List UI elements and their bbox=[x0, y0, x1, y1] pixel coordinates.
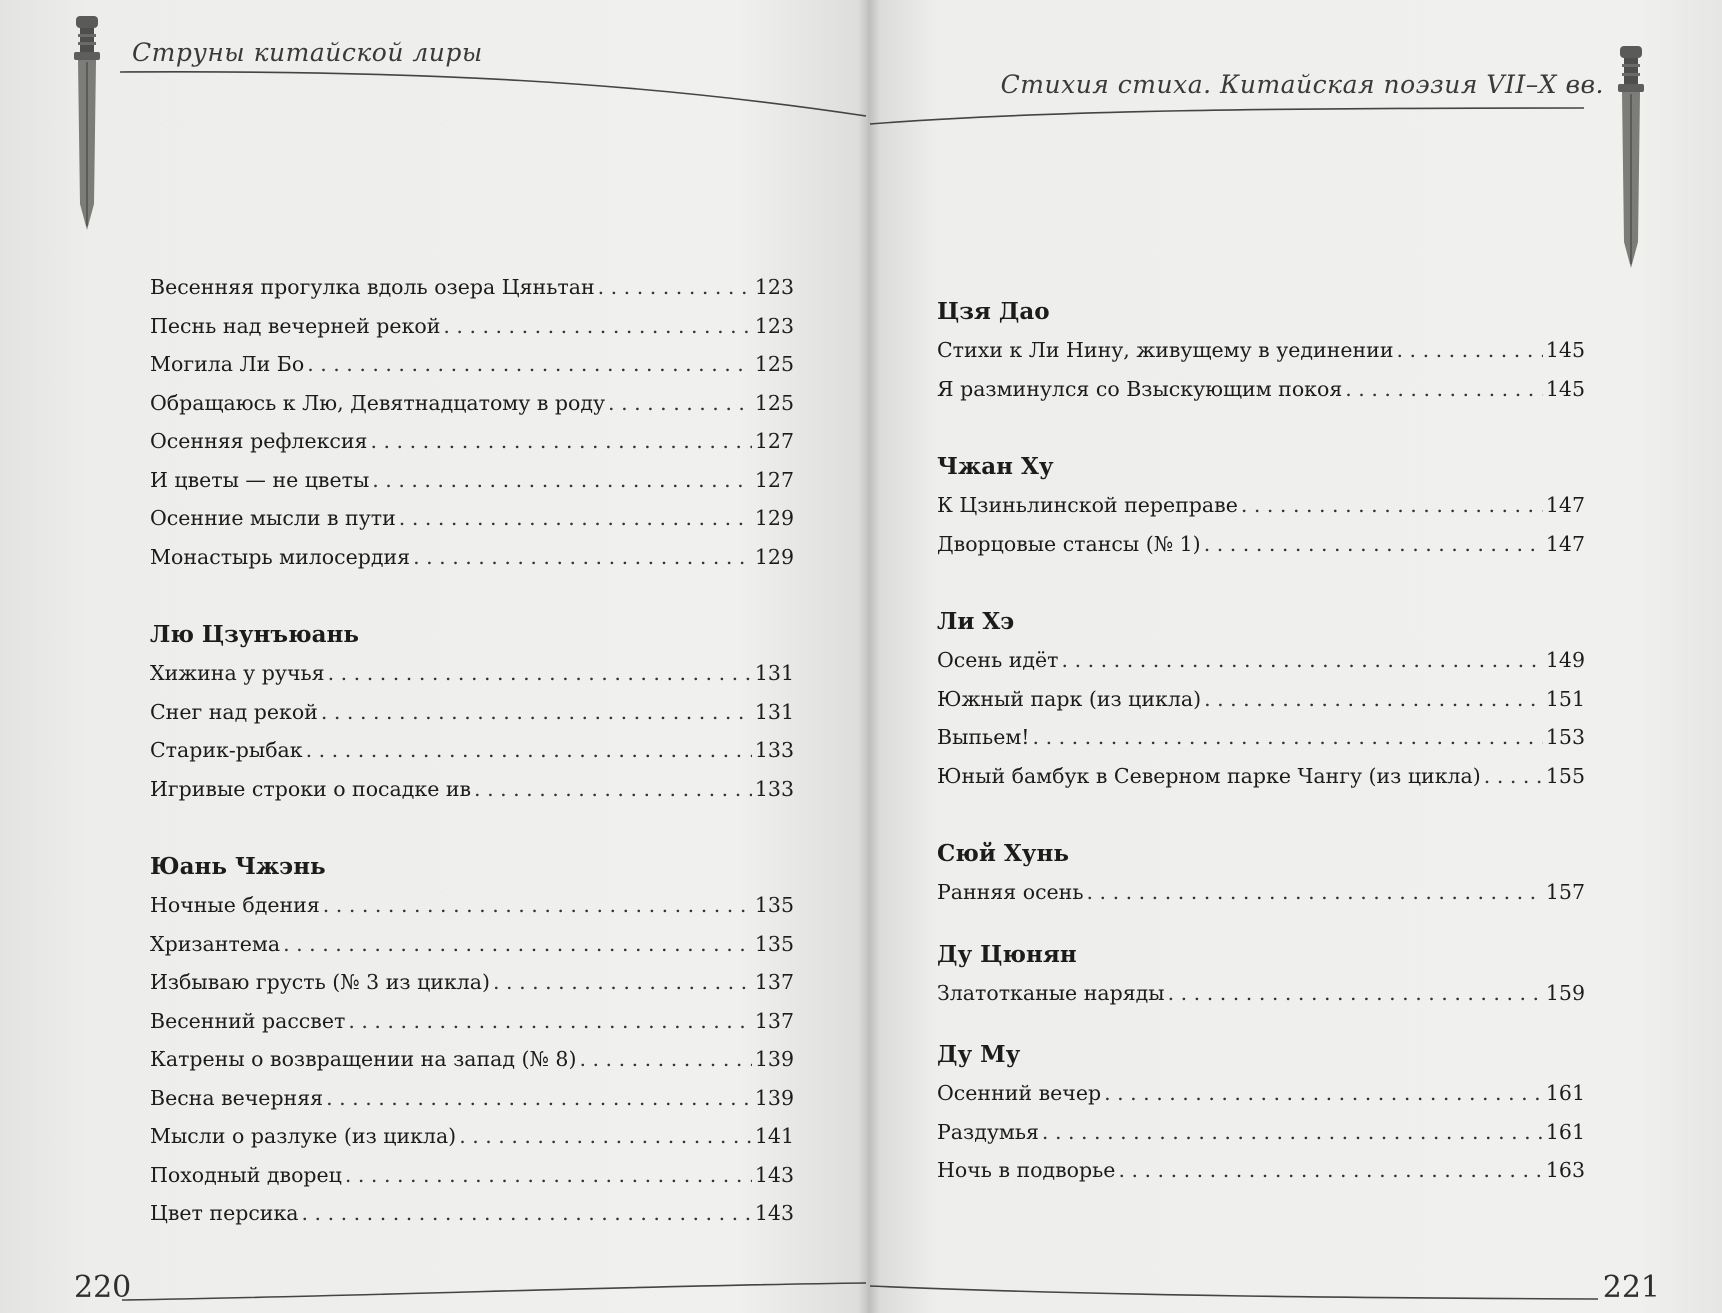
page-number: 143 bbox=[754, 1201, 794, 1225]
toc-entry bbox=[937, 873, 1585, 912]
toc-entry bbox=[150, 731, 794, 770]
entry-title: Цвет персика bbox=[150, 1201, 299, 1225]
toc-entry bbox=[937, 718, 1585, 757]
page-number: 149 bbox=[1545, 648, 1585, 672]
entry-title: Хижина у ручья bbox=[150, 661, 325, 685]
dot-leader bbox=[1397, 331, 1543, 370]
page-number: 129 bbox=[754, 544, 794, 569]
entry-title: Осенняя рефлексия bbox=[150, 429, 368, 453]
page-number: 133 bbox=[754, 776, 794, 801]
toc-entry bbox=[150, 925, 794, 964]
dot-leader bbox=[579, 1040, 751, 1079]
dot-leader bbox=[459, 1117, 752, 1156]
entry-title: Хризантема bbox=[150, 931, 281, 956]
page-number: 137 bbox=[754, 970, 794, 994]
toc-list-right bbox=[937, 293, 1585, 1190]
page-number: 125 bbox=[754, 352, 794, 376]
toc-entry bbox=[150, 654, 794, 693]
dot-leader bbox=[1241, 486, 1543, 525]
author-heading: Юань Чжэнь bbox=[150, 853, 326, 880]
dot-leader bbox=[1087, 873, 1543, 912]
dot-leader bbox=[348, 1002, 752, 1041]
dot-leader bbox=[306, 731, 752, 770]
page-number: 139 bbox=[754, 1085, 794, 1110]
page-number: 161 bbox=[1545, 1119, 1585, 1144]
entry-title: Избываю грусть (№ 3 из цикла) bbox=[150, 970, 491, 994]
entry-title: И цветы — не цветы bbox=[150, 467, 370, 492]
entry-title: Весенняя прогулка вдоль озера Цяньтан bbox=[150, 275, 595, 299]
toc-entry bbox=[150, 963, 794, 1002]
page-number: 139 bbox=[754, 1047, 794, 1071]
toc-entry bbox=[937, 331, 1585, 370]
entry-title: Южный парк (из цикла) bbox=[937, 686, 1202, 711]
entry-title: Златотканые наряды bbox=[937, 980, 1165, 1005]
entry-title: Я разминулся со Взыскующим покоя bbox=[937, 376, 1343, 401]
entry-title: Выпьем! bbox=[937, 725, 1030, 749]
page-number: 141 bbox=[754, 1124, 794, 1148]
dot-leader bbox=[443, 307, 751, 346]
author-heading: Цзя Дао bbox=[937, 298, 1050, 325]
dot-leader bbox=[608, 384, 752, 423]
page-number: 137 bbox=[754, 1008, 794, 1033]
author-heading: Ли Хэ bbox=[937, 608, 1015, 635]
dot-leader bbox=[1042, 1113, 1543, 1152]
page-number: 161 bbox=[1545, 1081, 1585, 1105]
page-number: 153 bbox=[1545, 725, 1585, 749]
page-number: 131 bbox=[754, 699, 794, 724]
entry-title: Весна вечерняя bbox=[150, 1085, 324, 1110]
dot-leader bbox=[1062, 641, 1543, 680]
dot-leader bbox=[1168, 974, 1543, 1013]
page-number: 145 bbox=[1545, 338, 1585, 362]
entry-title: Мысли о разлуке (из цикла) bbox=[150, 1124, 457, 1148]
toc-entry bbox=[150, 693, 794, 732]
page-number: 151 bbox=[1545, 686, 1585, 711]
dot-leader bbox=[1118, 1151, 1542, 1190]
dot-leader bbox=[1104, 1074, 1543, 1113]
dot-leader bbox=[283, 925, 752, 964]
dot-leader bbox=[1204, 525, 1543, 564]
toc-entry bbox=[150, 1079, 794, 1118]
entry-title: Ночь в подворье bbox=[937, 1158, 1116, 1182]
toc-entry bbox=[937, 486, 1585, 525]
page-number: 125 bbox=[754, 390, 794, 415]
toc-entry bbox=[150, 538, 794, 577]
toc-entry bbox=[937, 757, 1585, 796]
dagger-ornament-icon bbox=[1614, 44, 1648, 270]
entry-title: Игривые строки о посадке ив bbox=[150, 776, 472, 801]
author-heading: Ду Му bbox=[937, 1041, 1021, 1068]
author-heading: Сюй Хунь bbox=[937, 840, 1069, 867]
entry-title: Дворцовые стансы (№ 1) bbox=[937, 531, 1201, 556]
toc-entry bbox=[937, 680, 1585, 719]
toc-entry bbox=[150, 307, 794, 346]
toc-entry bbox=[150, 384, 794, 423]
entry-title: Раздумья bbox=[937, 1119, 1039, 1144]
running-head: Струны китайской лиры bbox=[132, 38, 483, 67]
toc-entry bbox=[150, 1156, 794, 1195]
book-gutter bbox=[858, 0, 880, 1313]
page-number: 123 bbox=[754, 313, 794, 338]
toc-entry bbox=[937, 1113, 1585, 1152]
entry-title: Весенний рассвет bbox=[150, 1008, 346, 1033]
page-number: 155 bbox=[1545, 763, 1585, 788]
author-heading: Чжан Ху bbox=[937, 453, 1054, 480]
entry-title: Снег над рекой bbox=[150, 699, 318, 724]
dot-leader bbox=[370, 422, 751, 461]
dot-leader bbox=[1345, 370, 1543, 409]
toc-entry bbox=[937, 1074, 1585, 1113]
toc-entry bbox=[150, 345, 794, 384]
dot-leader bbox=[1033, 718, 1543, 757]
toc-entry bbox=[937, 370, 1585, 409]
dot-leader bbox=[328, 654, 752, 693]
entry-title: Юный бамбук в Северном парке Чангу (из цикла) bbox=[937, 763, 1481, 788]
toc-entry bbox=[150, 461, 794, 500]
entry-title: Стихи к Ли Нину, живущему в уединении bbox=[937, 338, 1394, 362]
entry-title: Старик-рыбак bbox=[150, 738, 303, 762]
entry-title: Могила Ли Бо bbox=[150, 352, 305, 376]
dot-leader bbox=[493, 963, 752, 1002]
toc-entry bbox=[150, 770, 794, 809]
dot-leader bbox=[1204, 680, 1543, 719]
toc-entry bbox=[150, 1002, 794, 1041]
dot-leader bbox=[345, 1156, 752, 1195]
page-number: 159 bbox=[1545, 980, 1585, 1005]
page-number: 135 bbox=[754, 931, 794, 956]
dot-leader bbox=[1484, 757, 1543, 796]
right-page bbox=[868, 0, 1722, 1313]
entry-title: Осенние мысли в пути bbox=[150, 506, 396, 530]
dot-leader bbox=[326, 1079, 752, 1118]
dot-leader bbox=[399, 499, 752, 538]
running-head: Стихия стиха. Китайская поэзия VII–X вв. bbox=[1000, 70, 1604, 99]
toc-entry bbox=[150, 268, 794, 307]
toc-entry bbox=[150, 1194, 794, 1233]
toc-entry bbox=[937, 974, 1585, 1013]
toc-entry bbox=[150, 1117, 794, 1156]
author-heading: Ду Цюнян bbox=[937, 940, 1077, 968]
page-number: 147 bbox=[1545, 531, 1585, 556]
entry-title: К Цзиньлинской переправе bbox=[937, 493, 1238, 517]
toc-entry bbox=[150, 886, 794, 925]
dot-leader bbox=[302, 1194, 752, 1233]
toc-list-left bbox=[150, 268, 794, 1233]
toc-entry bbox=[937, 1151, 1585, 1190]
page-number: 127 bbox=[754, 429, 794, 453]
page-number: 123 bbox=[754, 275, 794, 299]
dot-leader bbox=[474, 770, 752, 809]
entry-title: Катрены о возвращении на запад (№ 8) bbox=[150, 1047, 577, 1071]
page-number: 147 bbox=[1545, 493, 1585, 517]
entry-title: Ночные бдения bbox=[150, 893, 320, 917]
toc-entry bbox=[150, 422, 794, 461]
page-number: 133 bbox=[754, 738, 794, 762]
page-number: 127 bbox=[754, 467, 794, 492]
page-number: 135 bbox=[754, 893, 794, 917]
entry-title: Песнь над вечерней рекой bbox=[150, 313, 441, 338]
toc-entry bbox=[150, 1040, 794, 1079]
dot-leader bbox=[323, 886, 752, 925]
toc-entry bbox=[937, 525, 1585, 564]
page-number-right: 221 bbox=[1602, 1270, 1660, 1305]
entry-title: Обращаюсь к Лю, Девятнадцатому в роду bbox=[150, 390, 606, 415]
entry-title: Осень идёт bbox=[937, 648, 1059, 672]
page-number: 157 bbox=[1545, 880, 1585, 904]
entry-title: Осенний вечер bbox=[937, 1081, 1102, 1105]
dot-leader bbox=[372, 461, 752, 500]
dot-leader bbox=[598, 268, 752, 307]
entry-title: Походный дворец bbox=[150, 1162, 342, 1187]
page-number-left: 220 bbox=[74, 1270, 132, 1305]
dot-leader bbox=[321, 693, 752, 732]
dot-leader bbox=[307, 345, 752, 384]
toc-entry bbox=[150, 499, 794, 538]
entry-title: Монастырь милосердия bbox=[150, 544, 411, 569]
dot-leader bbox=[413, 538, 752, 577]
header-rule bbox=[0, 0, 868, 120]
entry-title: Ранняя осень bbox=[937, 880, 1084, 904]
toc-entry bbox=[937, 641, 1585, 680]
page-number: 145 bbox=[1545, 376, 1585, 401]
page-number: 131 bbox=[754, 661, 794, 685]
page-number: 143 bbox=[754, 1162, 794, 1187]
author-heading: Лю Цзунъюань bbox=[150, 621, 359, 648]
page-number: 129 bbox=[754, 506, 794, 530]
page-number: 163 bbox=[1545, 1158, 1585, 1182]
